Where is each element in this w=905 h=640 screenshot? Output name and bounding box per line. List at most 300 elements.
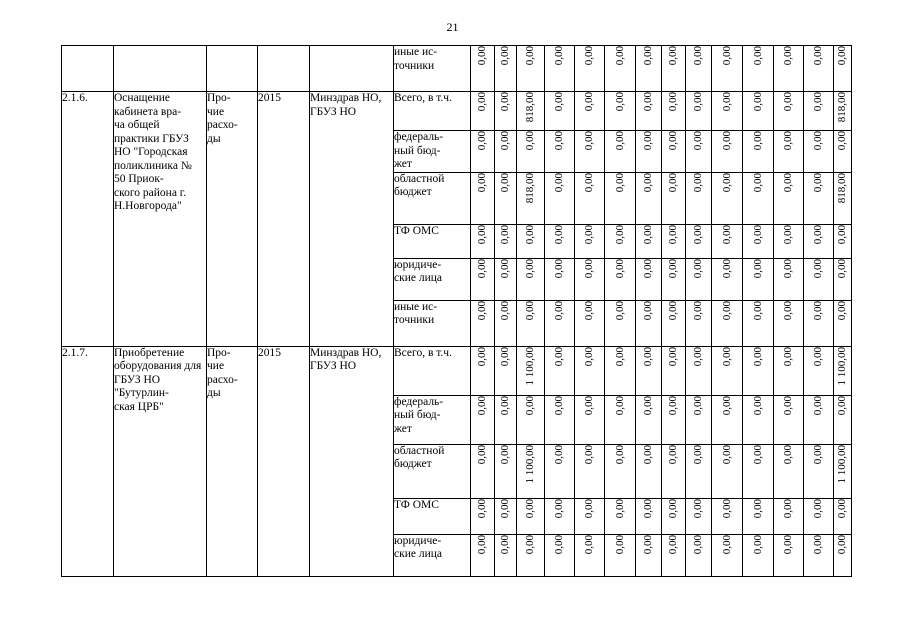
item-name: Приобретение оборудования для ГБУЗ НО "Бутурлин- ская ЦРБ" [114, 346, 207, 576]
value-cell [605, 395, 636, 444]
value-text: 0,00 [583, 346, 595, 366]
value-text: 0,00 [782, 444, 794, 464]
value-text: 0,00 [692, 395, 704, 415]
value-cell [743, 224, 774, 258]
value-text: 0,00 [553, 224, 565, 244]
value-text: 0,00 [812, 534, 824, 554]
value-cell [804, 444, 834, 498]
value-text: 0,00 [499, 172, 511, 192]
value-cell [605, 92, 636, 131]
value-cell [605, 300, 636, 346]
value-text: 0,00 [524, 46, 536, 66]
value-cell [834, 92, 852, 131]
source-cell: областной бюджет [394, 172, 471, 224]
value-cell [545, 498, 575, 534]
value-text: 0,00 [613, 395, 626, 415]
item-id: 2.1.7. [62, 346, 114, 576]
value-cell [495, 444, 517, 498]
value-text: 0,00 [667, 258, 679, 278]
value-text: 0,00 [613, 258, 626, 278]
value-text: 0,00 [836, 498, 848, 518]
value-text: 0,00 [553, 92, 565, 112]
value-text: 0,00 [553, 131, 565, 151]
value-cell [686, 92, 712, 131]
value-cell [636, 46, 662, 92]
value-text: 0,00 [692, 224, 704, 244]
value-text: 0,00 [692, 258, 704, 278]
value-cell [605, 224, 636, 258]
value-text: 0,00 [720, 300, 733, 320]
value-text: 0,00 [692, 444, 704, 464]
value-cell [834, 224, 852, 258]
value-text: 0,00 [476, 300, 488, 320]
value-cell [834, 300, 852, 346]
table-row [62, 46, 852, 92]
value-cell [517, 92, 545, 131]
value-text: 0,00 [583, 92, 595, 112]
value-cell [575, 498, 605, 534]
value-text: 0,00 [667, 346, 679, 366]
value-text: 0,00 [642, 346, 654, 366]
value-text: 0,00 [613, 92, 626, 112]
value-text: 0,00 [836, 534, 848, 554]
value-cell [495, 92, 517, 131]
value-cell [545, 46, 575, 92]
value-text: 0,00 [782, 498, 794, 518]
value-cell [774, 395, 804, 444]
value-text: 0,00 [642, 131, 654, 151]
value-text: 0,00 [524, 300, 536, 320]
value-cell [471, 258, 495, 300]
value-cell [743, 258, 774, 300]
value-cell [804, 258, 834, 300]
value-text: 0,00 [720, 534, 733, 554]
value-cell [686, 534, 712, 576]
value-text: 0,00 [642, 258, 654, 278]
value-cell [471, 131, 495, 173]
value-text: 0,00 [553, 534, 565, 554]
value-text: 0,00 [782, 534, 794, 554]
value-cell [686, 346, 712, 395]
value-cell [804, 346, 834, 395]
item-year: 2015 [258, 346, 310, 576]
value-cell [471, 346, 495, 395]
value-text: 0,00 [692, 498, 704, 518]
value-text: 0,00 [836, 300, 848, 320]
value-cell [575, 92, 605, 131]
empty-cell [114, 46, 207, 92]
value-cell [743, 498, 774, 534]
value-cell [686, 258, 712, 300]
value-text: 0,00 [583, 224, 595, 244]
source-cell: иные ис- точники [394, 46, 471, 92]
value-text: 0,00 [476, 224, 488, 244]
value-cell [834, 346, 852, 395]
value-cell [495, 300, 517, 346]
value-text: 0,00 [583, 498, 595, 518]
value-cell [662, 498, 686, 534]
value-cell [517, 498, 545, 534]
value-text: 0,00 [782, 300, 794, 320]
value-text: 0,00 [499, 534, 511, 554]
value-text: 818,00 [524, 172, 536, 203]
value-cell [686, 444, 712, 498]
value-cell [774, 224, 804, 258]
value-text: 0,00 [613, 444, 626, 464]
page-number: 21 [446, 20, 459, 34]
value-cell [575, 395, 605, 444]
value-text: 0,00 [812, 258, 824, 278]
value-text: 0,00 [782, 92, 794, 112]
value-text: 0,00 [720, 395, 733, 415]
value-cell [686, 172, 712, 224]
value-text: 0,00 [583, 444, 595, 464]
value-cell [575, 46, 605, 92]
value-text: 0,00 [751, 498, 764, 518]
value-text: 0,00 [667, 172, 679, 192]
source-cell: ТФ ОМС [394, 498, 471, 534]
value-text: 0,00 [720, 346, 733, 366]
value-cell [545, 224, 575, 258]
value-cell [712, 258, 743, 300]
value-text: 0,00 [836, 131, 848, 151]
value-cell [517, 258, 545, 300]
value-cell [545, 346, 575, 395]
value-text: 0,00 [812, 224, 824, 244]
source-cell: ТФ ОМС [394, 224, 471, 258]
value-text: 0,00 [524, 258, 536, 278]
value-cell [743, 534, 774, 576]
value-cell [495, 46, 517, 92]
value-cell [471, 46, 495, 92]
value-cell [605, 131, 636, 173]
value-text: 0,00 [553, 172, 565, 192]
value-text: 0,00 [812, 131, 824, 151]
value-text: 0,00 [642, 395, 654, 415]
value-cell [774, 346, 804, 395]
value-text: 0,00 [553, 444, 565, 464]
value-cell [804, 46, 834, 92]
value-text: 0,00 [751, 444, 764, 464]
value-cell [495, 534, 517, 576]
value-cell [517, 46, 545, 92]
value-cell [774, 172, 804, 224]
value-cell [712, 46, 743, 92]
value-text: 0,00 [642, 92, 654, 112]
value-text: 0,00 [499, 346, 511, 366]
value-text: 0,00 [499, 258, 511, 278]
item-name: Оснащение кабинета вра- ча общей практики ГБУЗ НО "Городская поликлиника № 50 Приок- ского района г. Н.Новгорода" [114, 92, 207, 347]
value-cell [517, 534, 545, 576]
value-cell [834, 444, 852, 498]
value-cell [605, 444, 636, 498]
value-text: 0,00 [499, 300, 511, 320]
value-cell [517, 395, 545, 444]
source-cell: федераль- ный бюд- жет [394, 395, 471, 444]
value-text: 0,00 [782, 395, 794, 415]
value-text: 0,00 [667, 534, 679, 554]
value-text: 0,00 [720, 444, 733, 464]
value-text: 0,00 [583, 131, 595, 151]
value-cell [471, 172, 495, 224]
value-cell [471, 534, 495, 576]
value-cell [834, 131, 852, 173]
value-cell [662, 224, 686, 258]
value-cell [804, 498, 834, 534]
value-cell [545, 92, 575, 131]
value-text: 0,00 [553, 498, 565, 518]
value-text: 0,00 [812, 46, 824, 66]
value-text: 0,00 [476, 258, 488, 278]
value-text: 0,00 [476, 172, 488, 192]
value-text: 0,00 [692, 131, 704, 151]
value-text: 0,00 [720, 498, 733, 518]
value-cell [804, 395, 834, 444]
value-text: 0,00 [613, 346, 626, 366]
value-cell [545, 258, 575, 300]
value-text: 0,00 [613, 534, 626, 554]
value-cell [712, 172, 743, 224]
value-cell [636, 444, 662, 498]
value-cell [834, 46, 852, 92]
value-cell [662, 346, 686, 395]
value-text: 1 100,00 [524, 444, 536, 483]
value-cell [662, 300, 686, 346]
value-cell [712, 498, 743, 534]
value-cell [834, 498, 852, 534]
value-text: 0,00 [836, 258, 848, 278]
value-cell [662, 131, 686, 173]
value-cell [471, 395, 495, 444]
value-cell [804, 131, 834, 173]
value-cell [804, 172, 834, 224]
value-cell [605, 346, 636, 395]
value-cell [743, 92, 774, 131]
value-text: 0,00 [751, 46, 764, 66]
value-text: 0,00 [553, 258, 565, 278]
value-cell [517, 224, 545, 258]
value-cell [545, 300, 575, 346]
item-category: Про- чие расхо- ды [207, 92, 258, 347]
value-text: 0,00 [782, 131, 794, 151]
value-text: 0,00 [812, 346, 824, 366]
value-text: 0,00 [836, 46, 848, 66]
value-text: 0,00 [553, 346, 565, 366]
value-text: 0,00 [583, 46, 595, 66]
value-text: 0,00 [812, 92, 824, 112]
source-cell: федераль- ный бюд- жет [394, 131, 471, 173]
value-cell [712, 224, 743, 258]
value-text: 0,00 [613, 224, 626, 244]
value-text: 0,00 [524, 534, 536, 554]
source-cell: иные ис- точники [394, 300, 471, 346]
value-text: 0,00 [642, 498, 654, 518]
value-text: 0,00 [499, 498, 511, 518]
value-cell [495, 172, 517, 224]
value-text: 0,00 [692, 92, 704, 112]
value-cell [804, 534, 834, 576]
value-text: 0,00 [642, 300, 654, 320]
value-cell [712, 444, 743, 498]
value-text: 0,00 [812, 498, 824, 518]
value-text: 0,00 [692, 346, 704, 366]
value-text: 0,00 [613, 300, 626, 320]
value-text: 1 100,00 [836, 346, 848, 385]
source-cell: областной бюджет [394, 444, 471, 498]
value-cell [575, 534, 605, 576]
value-text: 0,00 [812, 395, 824, 415]
value-cell [605, 534, 636, 576]
value-text: 0,00 [751, 172, 764, 192]
value-text: 0,00 [836, 395, 848, 415]
value-text: 0,00 [667, 92, 679, 112]
value-text: 0,00 [524, 131, 536, 151]
value-cell [804, 92, 834, 131]
value-cell [774, 300, 804, 346]
value-text: 0,00 [812, 300, 824, 320]
value-cell [545, 395, 575, 444]
value-cell [545, 172, 575, 224]
value-cell [575, 258, 605, 300]
value-text: 0,00 [499, 444, 511, 464]
value-cell [662, 258, 686, 300]
value-cell [774, 498, 804, 534]
value-cell [686, 46, 712, 92]
value-cell [712, 534, 743, 576]
value-text: 0,00 [720, 172, 733, 192]
value-text: 818,00 [524, 92, 536, 123]
value-text: 0,00 [782, 224, 794, 244]
value-cell [495, 346, 517, 395]
value-cell [575, 444, 605, 498]
value-text: 0,00 [553, 46, 565, 66]
value-text: 0,00 [499, 131, 511, 151]
value-text: 0,00 [667, 46, 679, 66]
value-cell [834, 258, 852, 300]
value-cell [686, 395, 712, 444]
value-cell [774, 46, 804, 92]
item-category: Про- чие расхо- ды [207, 346, 258, 576]
value-cell [686, 131, 712, 173]
value-text: 0,00 [751, 395, 764, 415]
value-text: 0,00 [751, 224, 764, 244]
value-text: 0,00 [583, 172, 595, 192]
empty-cell [310, 46, 394, 92]
value-text: 0,00 [812, 172, 824, 192]
value-text: 0,00 [782, 172, 794, 192]
value-cell [636, 395, 662, 444]
value-cell [636, 224, 662, 258]
value-cell [804, 300, 834, 346]
value-cell [636, 172, 662, 224]
value-text: 0,00 [836, 224, 848, 244]
value-text: 0,00 [476, 395, 488, 415]
value-cell [804, 224, 834, 258]
value-cell [495, 224, 517, 258]
value-cell [662, 534, 686, 576]
value-text: 0,00 [720, 46, 733, 66]
value-cell [636, 131, 662, 173]
value-text: 0,00 [751, 346, 764, 366]
value-text: 0,00 [476, 131, 488, 151]
value-cell [471, 444, 495, 498]
value-cell [743, 395, 774, 444]
value-text: 0,00 [476, 444, 488, 464]
value-cell [712, 346, 743, 395]
value-text: 0,00 [751, 300, 764, 320]
value-cell [517, 131, 545, 173]
source-cell: юридиче- ские лица [394, 258, 471, 300]
value-text: 0,00 [499, 46, 511, 66]
value-cell [636, 534, 662, 576]
value-cell [545, 534, 575, 576]
value-text: 0,00 [751, 534, 764, 554]
value-cell [686, 300, 712, 346]
empty-cell [62, 46, 114, 92]
value-text: 0,00 [613, 498, 626, 518]
value-text: 0,00 [720, 131, 733, 151]
value-text: 0,00 [642, 172, 654, 192]
value-text: 0,00 [812, 444, 824, 464]
value-cell [834, 534, 852, 576]
empty-cell [207, 46, 258, 92]
value-text: 0,00 [583, 300, 595, 320]
value-cell [774, 92, 804, 131]
value-cell [743, 444, 774, 498]
value-cell [471, 300, 495, 346]
value-cell [743, 46, 774, 92]
table-row [62, 346, 852, 395]
value-text: 0,00 [692, 46, 704, 66]
value-cell [743, 172, 774, 224]
value-text: 0,00 [720, 92, 733, 112]
value-cell [636, 258, 662, 300]
value-cell [605, 498, 636, 534]
value-cell [743, 131, 774, 173]
value-text: 0,00 [782, 346, 794, 366]
value-text: 0,00 [692, 300, 704, 320]
value-cell [517, 346, 545, 395]
value-cell [712, 300, 743, 346]
value-cell [662, 172, 686, 224]
value-text: 0,00 [667, 300, 679, 320]
value-cell [575, 172, 605, 224]
value-text: 0,00 [476, 346, 488, 366]
value-cell [774, 131, 804, 173]
value-cell [605, 258, 636, 300]
value-text: 0,00 [667, 395, 679, 415]
value-cell [495, 258, 517, 300]
value-cell [774, 258, 804, 300]
value-cell [662, 92, 686, 131]
value-cell [575, 131, 605, 173]
budget-table [61, 45, 852, 577]
value-cell [471, 224, 495, 258]
value-cell [743, 346, 774, 395]
value-text: 0,00 [720, 224, 733, 244]
item-executor: Минздрав НО, ГБУЗ НО [310, 346, 394, 576]
value-cell [517, 172, 545, 224]
value-cell [712, 131, 743, 173]
value-cell [605, 172, 636, 224]
value-cell [662, 395, 686, 444]
value-text: 0,00 [499, 92, 511, 112]
value-text: 0,00 [524, 395, 536, 415]
item-id: 2.1.6. [62, 92, 114, 347]
value-cell [471, 92, 495, 131]
value-cell [636, 92, 662, 131]
value-text: 0,00 [782, 258, 794, 278]
